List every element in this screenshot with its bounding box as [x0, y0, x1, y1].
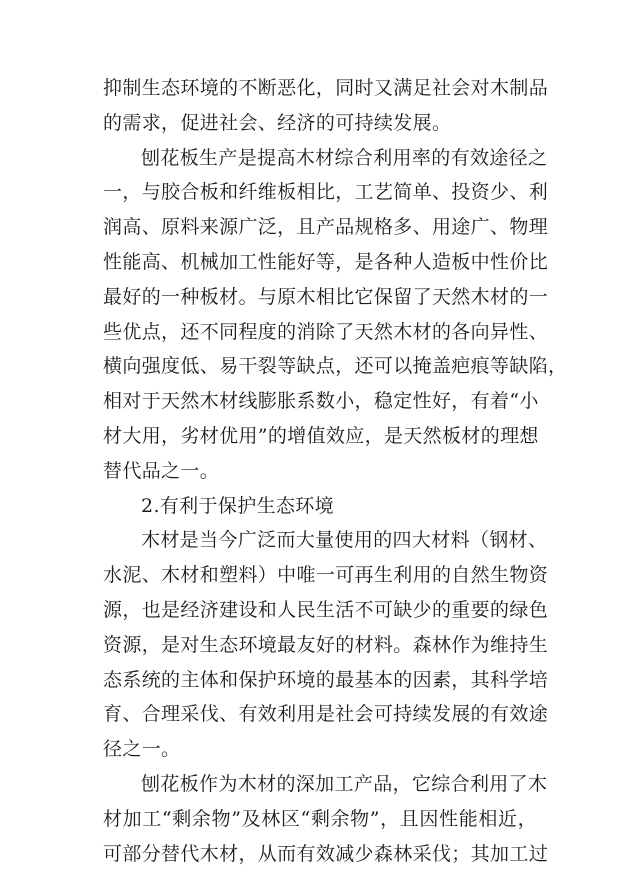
text-line: 润高、原料来源广泛，且产品规格多、用途广、物理	[103, 216, 549, 239]
text-line: 可部分替代木材，从而有效减少森林采伐；其加工过	[103, 842, 549, 865]
text-line: 径之一。	[103, 738, 181, 761]
text-line: 水泥、木材和塑料）中唯一可再生利用的自然生物资	[103, 564, 549, 587]
text-line: 抑制生态环境的不断恶化，同时又满足社会对木制品	[103, 77, 549, 99]
text-line: 材加工“剩余物”及林区“剩余物”，且因性能相近，	[103, 807, 537, 830]
paragraph-first-line: 刨花板作为木材的深加工产品，它综合利用了木	[141, 773, 548, 795]
text-line: 材大用，劣材优用”的增值效应，是天然板材的理想	[103, 425, 539, 447]
text-line: 一，与胶合板和纤维板相比，工艺简单、投资少、利	[103, 181, 549, 204]
section-heading: 2.有利于保护生态环境	[141, 494, 334, 517]
text-line: 资源，是对生态环境最友好的材料。森林作为维持生	[103, 633, 549, 656]
text-line: 替代品之一。	[103, 459, 220, 482]
text-line: 性能高、机械加工性能好等，是各种人造板中性价比	[103, 251, 549, 273]
text-line: 态系统的主体和保护环境的最基本的因素，其科学培	[103, 668, 549, 691]
text-line: 相对于天然木材线膨胀系数小，稳定性好，有着“小	[103, 390, 539, 413]
text-line: 些优点，还不同程度的消除了天然木材的各向异性、	[103, 320, 549, 343]
text-line: 最好的一种板材。与原木相比它保留了天然木材的一	[103, 285, 549, 308]
paragraph-first-line: 木材是当今广泛而大量使用的四大材料（钢材、	[141, 529, 548, 552]
text-line: 的需求，促进社会、经济的可持续发展。	[103, 111, 452, 134]
text-line: 育、合理采伐、有效利用是社会可持续发展的有效途	[103, 703, 549, 726]
paragraph-first-line: 刨花板生产是提高木材综合利用率的有效途径之	[141, 146, 548, 169]
text-line: 横向强度低、易干裂等缺点，还可以掩盖疤痕等缺陷，	[103, 355, 568, 378]
text-line: 源，也是经济建设和人民生活不可缺少的重要的绿色	[103, 599, 549, 621]
